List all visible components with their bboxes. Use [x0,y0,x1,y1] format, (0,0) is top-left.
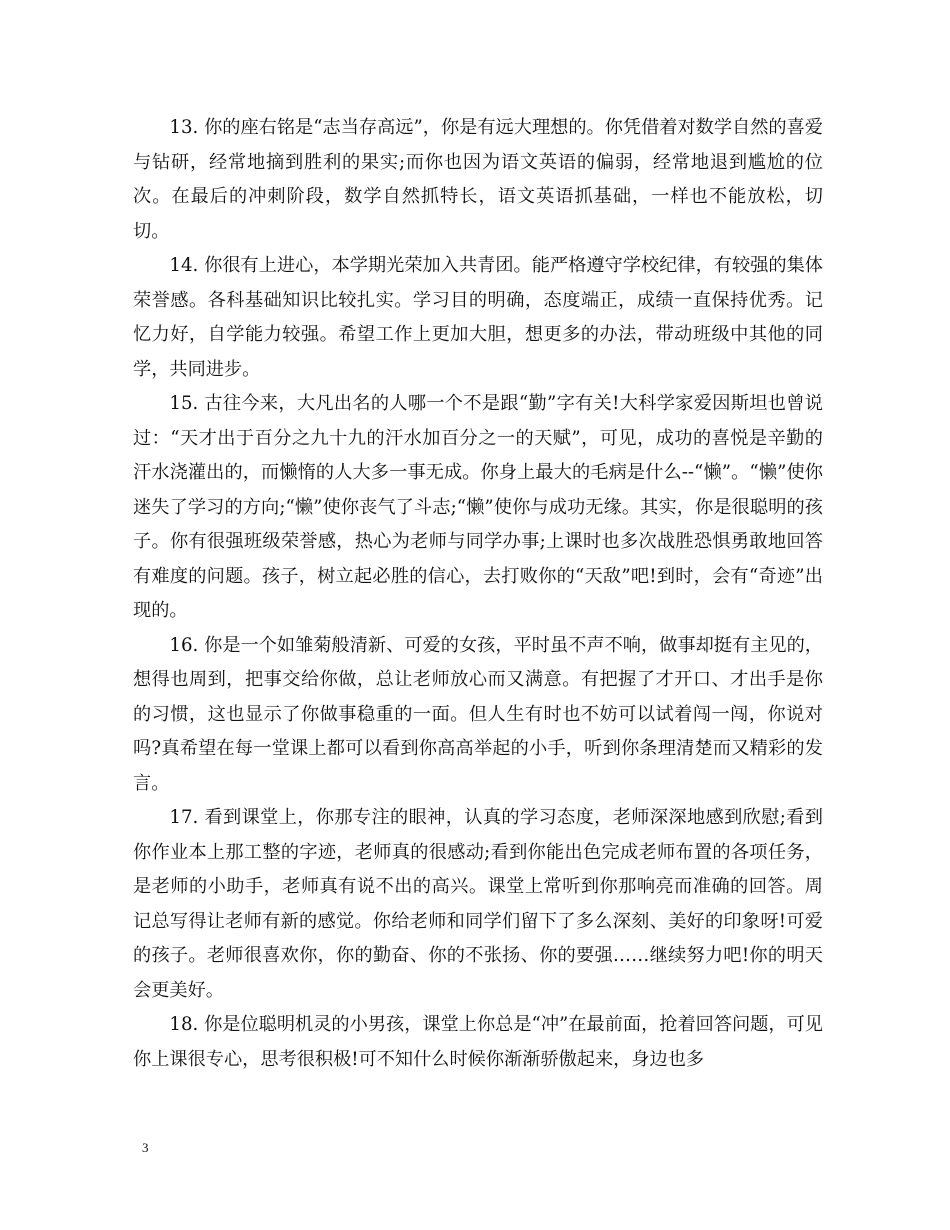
document-body [133,111,823,1077]
paragraph-14: 14. 你很有上进心，本学期光荣加入共青团。能严格遵守学校纪律，有较强的集体荣誉感。各科基础知识比较扎实。学习目的明确，态度端正，成绩一直保持优秀。记忆力好，自学能力较强。希望工作上更加大胆，想更多的办法，带动班级中其他的同学，共同进步。 [133,255,823,380]
paragraph-18: 18. 你是位聪明机灵的小男孩，课堂上你总是“冲”在最前面，抢着回答问题，可见你上课很专心，思考很积极!可不知什么时候你渐渐骄傲起来，身边也多 [133,1014,823,1070]
page-number: 3 [142,1140,149,1155]
paragraph-13: 13. 你的座右铭是“志当存高远”，你是有远大理想的。你凭借着对数学自然的喜爱与钻研，经常地摘到胜利的果实;而你也因为语文英语的偏弱，经常地退到尴尬的位次。在最后的冲刺阶段，数学自然抓特长，语文英语抓基础，一样也不能放松，切切。 [133,117,823,242]
paragraph-16: 16. 你是一个如雏菊般清新、可爱的女孩，平时虽不声不响，做事却挺有主见的，想得也周到，把事交给你做，总让老师放心而又满意。有把握了才开口、才出手是你的习惯，这也显示了你做事稳重的一面。但人生有时也不妨可以试着闯一闯，你说对吗?真希望在每一堂课上都可以看到你高高举起的小手，听到你条理清楚而又精彩的发言。 [133,634,823,794]
paragraph-15: 15. 古往今来，大凡出名的人哪一个不是跟“勤”字有关!大科学家爱因斯坦也曾说过：“天才出于百分之九十九的汗水加百分之一的天赋”，可见，成功的喜悦是辛勤的汗水浇灌出的，而懒惰的人大多一事无成。你身上最大的毛病是什么--“懒”。“懒”使你迷失了学习的方向;“懒”使你丧气了斗志;“懒”使你与成功无缘。其实，你是很聪明的孩子。你有很强班级荣誉感，热心为老师与同学办事;上课时也多次战胜恐惧勇敢地回答有难度的问题。孩子，树立起必胜的信心，去打败你的“天敌”吧!到时，会有“奇迹”出现的。 [133,393,823,621]
paragraph-17: 17. 看到课堂上，你那专注的眼神，认真的学习态度，老师深深地感到欣慰;看到你作业本上那工整的字迹，老师真的很感动;看到你能出色完成老师布置的各项任务，是老师的小助手，老师真有说不出的高兴。课堂上常听到你那响亮而准确的回答。周记总写得让老师有新的感觉。你给老师和同学们留下了多么深刻、美好的印象呀!可爱的孩子。老师很喜欢你，你的勤奋、你的不张扬、你的要强……继续努力吧!你的明天会更美好。 [133,807,823,1001]
